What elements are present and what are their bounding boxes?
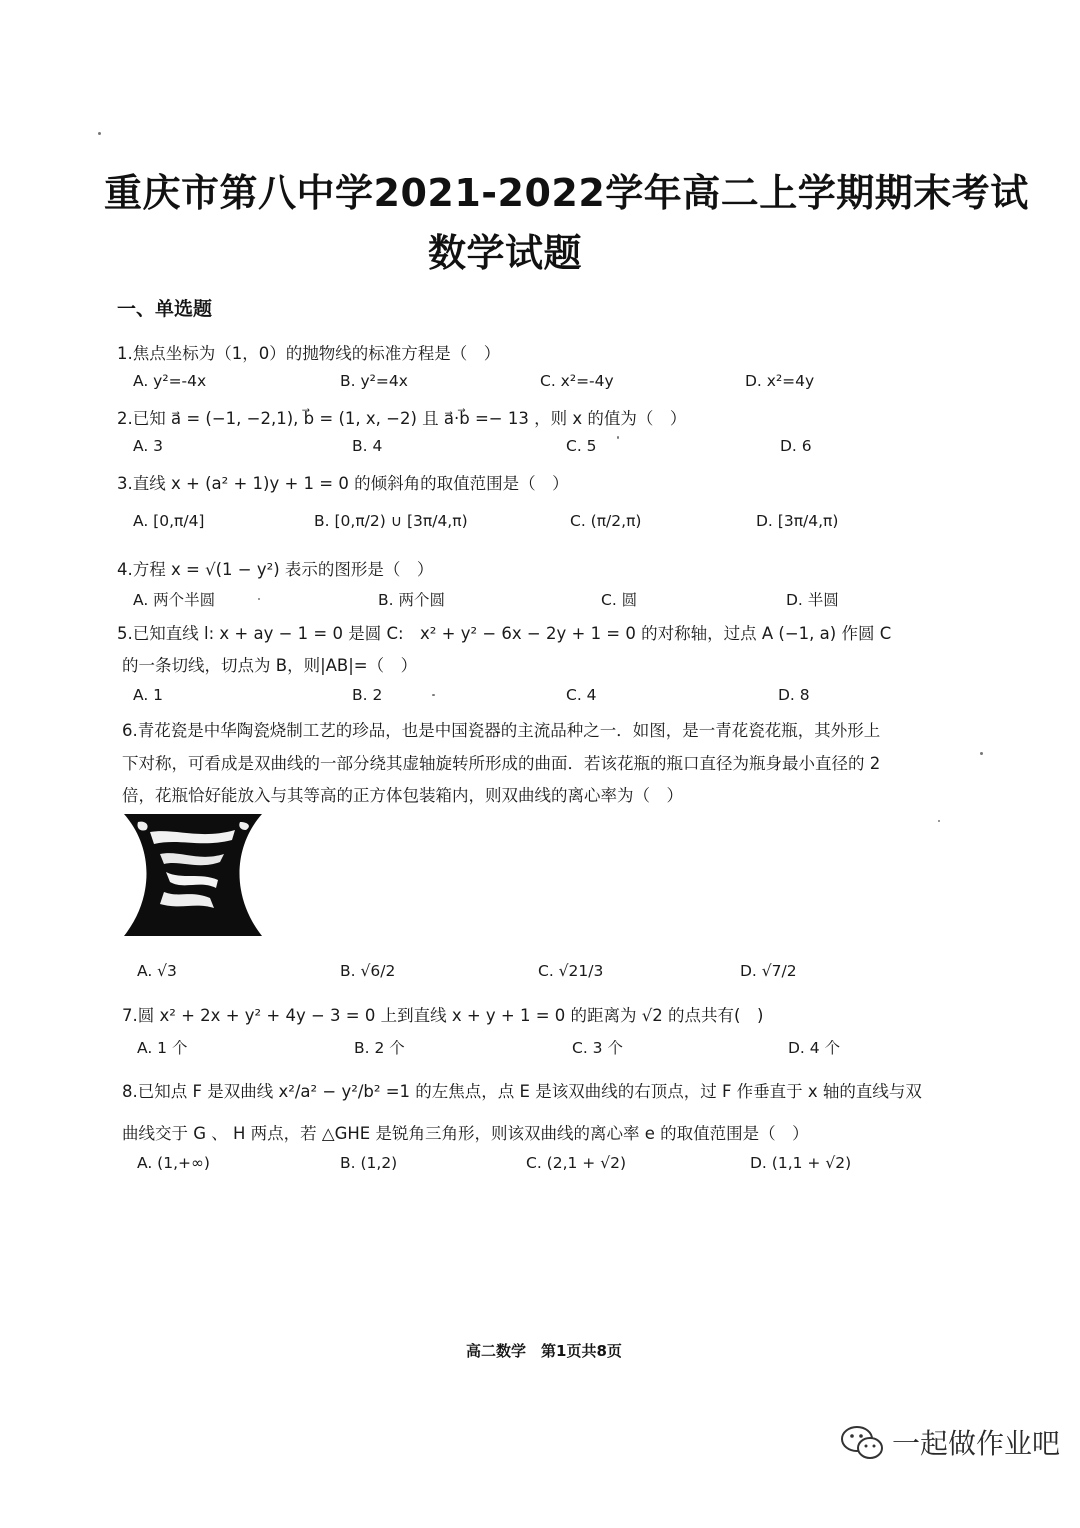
vase-figure [120,810,270,940]
question-5-option-c: C. 4 [566,686,597,704]
question-6-option-d: D. √7/2 [740,962,797,980]
question-2-stem: 2.已知 a⃗ = (−1, −2,1), b⃗ = (1, x, −2) 且 a⃗·b⃗ =− 13 ，则 x 的值为（ ） [117,409,687,428]
question-3-option-a: A. [0,π/4] [133,512,205,530]
question-1-option-c: C. x²=-4y [540,372,614,390]
question-8-stem-line-1: 8.已知点 F 是双曲线 x²/a² − y²/b² =1 的左焦点，点 E 是该双曲线的右顶点，过 F 作垂直于 x 轴的直线与双 [122,1082,922,1101]
question-7-option-d: D. 4 个 [788,1039,841,1057]
question-4-option-c: C. 圆 [601,591,638,609]
question-7-stem: 7.圆 x² + 2x + y² + 4y − 3 = 0 上到直线 x + y + 1 = 0 的距离为 √2 的点共有( ) [122,1006,764,1025]
question-2-option-c: C. 5 [566,437,597,455]
question-6-stem-line-1: 6.青花瓷是中华陶瓷烧制工艺的珍品，也是中国瓷器的主流品种之一．如图，是一青花瓷花瓶，其外形上 [122,721,881,740]
question-6-option-b: B. √6/2 [340,962,396,980]
question-4-stem: 4.方程 x = √(1 − y²) 表示的图形是（ ） [117,560,434,579]
wechat-icon [840,1424,884,1462]
question-8-stem-line-2: 曲线交于 G 、 H 两点，若 △GHE 是锐角三角形，则该双曲线的离心率 e 的取值范围是（ ） [122,1124,809,1143]
page-title: 重庆市第八中学2021-2022学年高二上学期期末考试 [104,171,1029,215]
question-8-option-d: D. (1,1 + √2) [750,1154,852,1172]
question-4-option-a: A. 两个半圆 [133,591,216,609]
question-5-option-d: D. 8 [778,686,810,704]
question-7-option-a: A. 1 个 [137,1039,188,1057]
question-4-option-d: D. 半圆 [786,591,839,609]
question-5-option-b: B. 2 [352,686,383,704]
question-4-option-b: B. 两个圆 [378,591,445,609]
question-7-option-b: B. 2 个 [354,1039,405,1057]
question-1-stem: 1.焦点坐标为（1，0）的抛物线的标准方程是（ ） [117,344,501,363]
question-6-stem-line-3: 倍，花瓶恰好能放入与其等高的正方体包装箱内，则双曲线的离心率为（ ） [122,786,683,805]
scan-speck [938,820,940,822]
question-1-option-d: D. x²=4y [745,372,815,390]
question-7-option-c: C. 3 个 [572,1039,623,1057]
question-6-stem-line-2: 下对称，可看成是双曲线的一部分绕其虚轴旋转所形成的曲面．若该花瓶的瓶口直径为瓶身最小直径的 2 [122,754,881,773]
question-3-option-b: B. [0,π/2) ∪ [3π/4,π) [314,512,468,530]
page-footer: 高二数学 第1页共8页 [466,1342,622,1360]
question-6-option-a: A. √3 [137,962,177,980]
question-1-option-a: A. y²=-4x [133,372,207,390]
scan-speck [432,694,435,696]
vase-icon [120,810,270,940]
question-1-option-b: B. y²=4x [340,372,408,390]
question-2-option-b: B. 4 [352,437,383,455]
question-5-option-a: A. 1 [133,686,164,704]
question-3-option-d: D. [3π/4,π) [756,512,839,530]
question-2-option-d: D. 6 [780,437,812,455]
watermark-text: 一起做作业吧 [892,1427,1061,1460]
scan-speck [258,598,260,600]
scan-speck [98,132,101,135]
question-3-option-c: C. (π/2,π) [570,512,642,530]
scan-speck [617,436,619,439]
question-5-stem-line-2: 的一条切线，切点为 B，则|AB|=（ ） [122,656,418,675]
scan-speck [980,752,983,755]
question-8-option-b: B. (1,2) [340,1154,398,1172]
question-5-stem-line-1: 5.已知直线 l: x + ay − 1 = 0 是圆 C: x² + y² − 6x − 2y + 1 = 0 的对称轴，过点 A (−1, a) 作圆 C [117,624,892,643]
question-8-option-a: A. (1,+∞) [137,1154,210,1172]
page-subtitle: 数学试题 [428,231,583,275]
question-2-option-a: A. 3 [133,437,164,455]
question-3-stem: 3.直线 x + (a² + 1)y + 1 = 0 的倾斜角的取值范围是（ ） [117,474,569,493]
section-heading: 一、单选题 [117,298,213,320]
question-8-option-c: C. (2,1 + √2) [526,1154,627,1172]
question-6-option-c: C. √21/3 [538,962,604,980]
